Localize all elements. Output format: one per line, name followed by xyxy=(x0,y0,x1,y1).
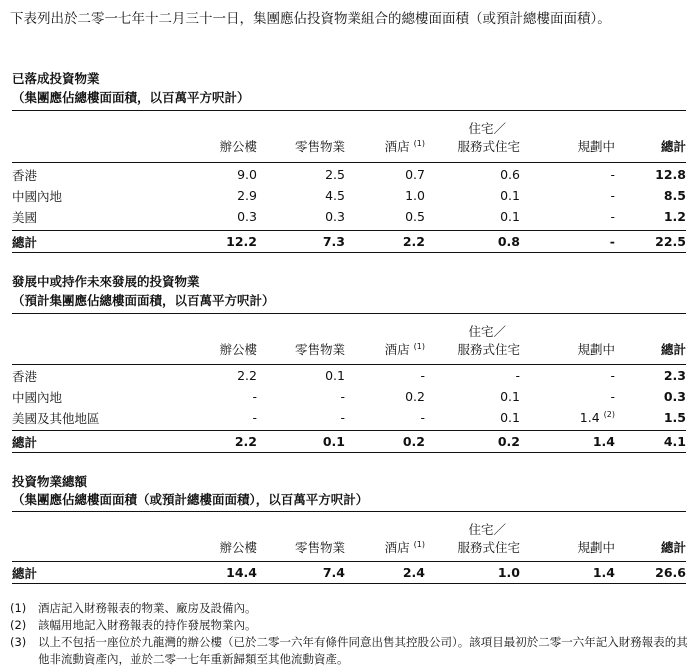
col-residential: 住宅／ 服務式住宅 xyxy=(457,121,520,154)
section2-table xyxy=(12,315,686,364)
col-planning: 規劃中 xyxy=(577,540,615,555)
table-row: 中國內地 - - 0.2 0.1 - 0.3 xyxy=(12,389,686,405)
table-header-row xyxy=(12,112,686,161)
section2-subtitle: （預計集團應佔總樓面面積，以百萬平方呎計） xyxy=(12,293,275,308)
table-row: 中國內地 2.9 4.5 1.0 0.1 - 8.5 xyxy=(12,188,686,204)
table-row: 美國 0.3 0.3 0.5 0.1 - 1.2 xyxy=(12,209,686,225)
col-planning: 規劃中 xyxy=(577,139,615,154)
section3-top-rule xyxy=(12,511,686,512)
col-residential: 住宅／ 服務式住宅 xyxy=(457,522,520,555)
section1-body xyxy=(12,164,686,227)
section3-table xyxy=(12,513,686,562)
table-row: 香港 2.2 0.1 - - - 2.3 xyxy=(12,368,686,384)
footnote: (2) 該幅用地記入財務報表的持作發展物業內。 xyxy=(10,618,257,632)
table-header-row xyxy=(12,315,686,364)
section1-top-rule xyxy=(12,110,686,111)
col-planning: 規劃中 xyxy=(577,342,615,357)
section1-title: 已落成投資物業 xyxy=(12,71,100,86)
section3-subtitle: （集團應佔總樓面面積（或預計總樓面面積），以百萬平方呎計） xyxy=(12,492,369,507)
total-row: 總計 2.2 0.1 0.2 0.2 1.4 4.1 xyxy=(12,431,686,453)
section2-title: 發展中或持作未來發展的投資物業 xyxy=(12,274,200,289)
section1-header-rule xyxy=(12,162,686,163)
footnote: (1) 酒店記入財務報表的物業、廠房及設備內。 xyxy=(10,601,257,615)
col-office: 辦公樓 xyxy=(219,139,257,154)
col-retail: 零售物業 xyxy=(294,342,345,357)
col-office: 辦公樓 xyxy=(219,540,257,555)
section2-body xyxy=(12,365,686,428)
table-row: 香港 9.0 2.5 0.7 0.6 - 12.8 xyxy=(12,167,686,183)
table-header-row xyxy=(12,513,686,562)
col-office: 辦公樓 xyxy=(219,342,257,357)
total-row: 總計 12.2 7.3 2.2 0.8 - 22.5 xyxy=(12,231,686,253)
col-residential: 住宅／ 服務式住宅 xyxy=(457,324,520,357)
col-total: 總計 xyxy=(660,139,686,154)
planning-cell: 1.4 $^{(2)}$ xyxy=(579,409,615,425)
table-row: 美國及其他地區 - - - 0.1 1.4 $^{(2)}$ 1.5 xyxy=(12,407,686,428)
intro-text: 下表列出於二零一七年十二月三十一日，集團應佔投資物業組合的總樓面面積（或預計總樓面面積）。 xyxy=(10,11,611,27)
footnote: (3) 以上不包括一座位於九龍灣的辦公樓（已於二零一六年有條件同意出售其控股公司）。該項目最初於二零一六年記入財務報表的其他非流動資產內，並於二零一七年重新歸類至其他流動資產。 xyxy=(10,635,688,666)
section1-total xyxy=(12,231,686,253)
total-row: 總計 14.4 7.4 2.4 1.0 1.4 26.6 xyxy=(12,562,686,584)
col-total: 總計 xyxy=(660,540,686,555)
section2-total xyxy=(12,431,686,453)
col-retail: 零售物業 xyxy=(294,540,345,555)
section1-subtitle: （集團應佔總樓面面積，以百萬平方呎計） xyxy=(12,90,250,105)
footnotes xyxy=(10,600,694,668)
section2-top-rule xyxy=(12,313,686,314)
section3-total xyxy=(12,562,686,584)
col-retail: 零售物業 xyxy=(294,139,345,154)
col-total: 總計 xyxy=(660,342,686,357)
col-hotel: 酒店 $^{(1)}$ xyxy=(384,341,425,357)
col-hotel: 酒店 $^{(1)}$ xyxy=(384,539,425,555)
col-hotel: 酒店 $^{(1)}$ xyxy=(384,138,425,154)
section1-table xyxy=(12,112,686,161)
section3-title: 投資物業總額 xyxy=(12,474,88,489)
